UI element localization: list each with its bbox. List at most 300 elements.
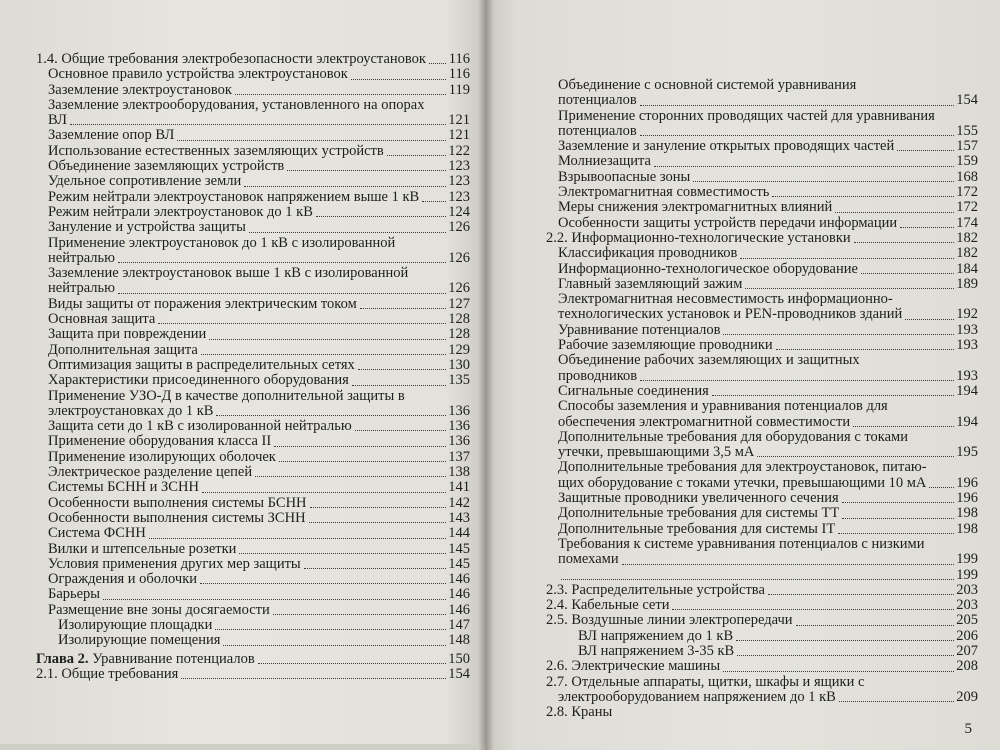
dot-leader xyxy=(768,594,954,595)
toc-entry xyxy=(546,246,978,261)
toc-entry-title: технологических установок и PEN-проводников зданий xyxy=(558,307,903,323)
dot-leader xyxy=(693,181,954,182)
dot-leader xyxy=(200,583,446,584)
toc-entry-title: помехами xyxy=(558,552,619,568)
toc-entry-page: 172 xyxy=(956,199,978,216)
toc-entry xyxy=(36,128,470,143)
toc-entry-title: Система ФСНН xyxy=(48,526,146,542)
toc-entry xyxy=(546,705,978,720)
toc-entry xyxy=(36,159,470,174)
toc-entry-page: 142 xyxy=(448,494,470,511)
toc-entry-page: 205 xyxy=(956,612,978,629)
dot-leader xyxy=(239,553,446,554)
dot-leader xyxy=(279,461,446,462)
toc-entry xyxy=(546,445,978,460)
toc-entry-title: 2.7. Отдельные аппараты, щитки, шкафы и ящики с xyxy=(546,674,865,690)
dot-leader xyxy=(835,212,954,213)
toc-entry-title: Электромагнитная совместимость xyxy=(558,185,770,201)
dot-leader xyxy=(640,105,954,106)
dot-leader xyxy=(672,609,954,610)
right-page xyxy=(486,0,1000,750)
toc-entry-title: Системы БСНН и ЗСНН xyxy=(48,480,199,496)
toc-entry-title: Ограждения и оболочки xyxy=(48,572,198,588)
toc-entry xyxy=(546,644,978,659)
toc-entry xyxy=(36,83,470,98)
toc-entry-title: электрооборудованием напряжением до 1 кВ xyxy=(558,689,836,705)
toc-entry-page: 136 xyxy=(448,433,470,450)
dot-leader xyxy=(309,522,446,523)
toc-entry-title: ВЛ напряжением 3-35 кВ xyxy=(578,643,735,659)
toc-entry-title: Молниезащита xyxy=(558,154,651,170)
dot-leader xyxy=(861,273,954,274)
toc-entry-title: Особенности защиты устройств передачи информации xyxy=(558,215,898,231)
toc-entry-page: 123 xyxy=(448,158,470,175)
toc-entry xyxy=(36,465,470,480)
toc-entry-page: 194 xyxy=(956,382,978,399)
toc-entry xyxy=(546,613,978,628)
toc-entry xyxy=(546,109,978,124)
toc-entry-page: 146 xyxy=(448,586,470,603)
toc-entry-page: 122 xyxy=(448,142,470,159)
toc-entry xyxy=(36,667,470,682)
toc-entry-title: Заземление электроустановок xyxy=(48,82,232,98)
dot-leader xyxy=(842,518,954,519)
toc-entry-title: 2.5. Воздушные линии электропередачи xyxy=(546,613,793,629)
toc-entry-title: Меры снижения электромагнитных влияний xyxy=(558,200,833,216)
toc-entry xyxy=(36,404,470,419)
dot-leader xyxy=(838,533,954,534)
toc-entry-page: 199 xyxy=(956,566,978,583)
toc-entry xyxy=(36,266,470,281)
toc-entry-title: Основное правило устройства электроустановок xyxy=(48,67,348,83)
toc-entry-title: Изолирующие площадки xyxy=(58,617,213,633)
toc-entry-title: Объединение заземляющих устройств xyxy=(48,159,285,175)
dot-leader xyxy=(235,94,446,95)
toc-entry xyxy=(546,369,978,384)
toc-entry xyxy=(36,174,470,189)
dot-leader xyxy=(640,380,954,381)
toc-entry-title: Заземление электрооборудования, установленного на опорах xyxy=(48,97,425,113)
dot-leader xyxy=(244,186,446,187)
toc-entry-title: Защита при повреждении xyxy=(48,327,207,343)
dot-leader xyxy=(316,216,446,217)
toc-entry-page: 143 xyxy=(448,509,470,526)
toc-entry-page: 141 xyxy=(448,479,470,496)
toc-entry xyxy=(546,522,978,537)
toc-entry-title: Дополнительные требования для системы TT xyxy=(558,506,840,522)
toc-entry-page: 130 xyxy=(448,356,470,373)
dot-leader xyxy=(622,564,954,565)
toc-entry xyxy=(546,583,978,598)
page-edge xyxy=(0,744,486,750)
toc-entry xyxy=(36,236,470,251)
toc-entry-page: 198 xyxy=(956,505,978,522)
toc-entry-page: 147 xyxy=(448,616,470,633)
dot-leader xyxy=(181,678,446,679)
toc-entry-page: 196 xyxy=(956,490,978,507)
toc-entry xyxy=(546,231,978,246)
toc-entry-title: Электрическое разделение цепей xyxy=(48,465,253,481)
toc-entry xyxy=(36,419,470,434)
toc-entry xyxy=(546,399,978,414)
dot-leader xyxy=(387,155,446,156)
toc-entry-page: 199 xyxy=(956,551,978,568)
dot-leader xyxy=(929,487,954,488)
toc-entry-title: обеспечения электромагнитной совместимости xyxy=(558,414,851,430)
toc-entry xyxy=(546,323,978,338)
dot-leader xyxy=(745,288,954,289)
toc-entry-title: Главный заземляющий зажим xyxy=(558,276,743,292)
toc-entry xyxy=(546,93,978,108)
toc-entry xyxy=(546,124,978,139)
toc-entry-title: Рабочие заземляющие проводники xyxy=(558,338,773,354)
toc-entry-page: 128 xyxy=(448,311,470,328)
left-page xyxy=(0,0,486,750)
toc-entry-page: 194 xyxy=(956,413,978,430)
dot-leader xyxy=(258,663,446,664)
toc-entry xyxy=(546,200,978,215)
dot-leader xyxy=(900,227,954,228)
toc-entry xyxy=(546,506,978,521)
toc-entry-title: Особенности выполнения системы БСНН xyxy=(48,495,307,511)
toc-entry xyxy=(36,434,470,449)
dot-leader xyxy=(360,308,446,309)
toc-entry-page: 116 xyxy=(448,66,470,83)
toc-entry-page: 159 xyxy=(956,153,978,170)
dot-leader xyxy=(723,671,954,672)
dot-leader xyxy=(255,476,446,477)
toc-entry xyxy=(36,67,470,82)
toc-entry-page: 154 xyxy=(448,665,470,682)
toc-entry-title: Зануление и устройства защиты xyxy=(48,220,246,236)
toc-entry-page: 193 xyxy=(956,337,978,354)
toc-entry-title: ВЛ напряжением до 1 кВ xyxy=(578,628,734,644)
toc-entry xyxy=(36,618,470,633)
toc-entry-title: Вилки и штепсельные розетки xyxy=(48,541,237,557)
toc-entry-page: 126 xyxy=(448,219,470,236)
toc-entry-page: 182 xyxy=(956,229,978,246)
toc-entry xyxy=(546,154,978,169)
toc-entry xyxy=(546,675,978,690)
toc-entry xyxy=(36,572,470,587)
toc-entry xyxy=(36,220,470,235)
toc-entry xyxy=(546,629,978,644)
dot-leader xyxy=(897,150,954,151)
toc-entry-page: 135 xyxy=(448,372,470,389)
toc-entry-title: Глава 2. Уравнивание потенциалов xyxy=(36,651,255,667)
dot-leader xyxy=(842,502,954,503)
toc-list-right xyxy=(546,78,978,720)
toc-entry xyxy=(36,480,470,495)
toc-entry xyxy=(546,384,978,399)
toc-entry-page: 154 xyxy=(956,92,978,109)
toc-entry-title: Требования к системе уравнивания потенциалов с низкими xyxy=(558,536,925,552)
toc-entry xyxy=(546,491,978,506)
toc-entry-title: Уравнивание потенциалов xyxy=(558,322,721,338)
toc-entry xyxy=(546,598,978,613)
toc-entry-page: 145 xyxy=(448,555,470,572)
toc-entry-title: Дополнительные требования для системы IT xyxy=(558,521,836,537)
toc-entry-title: Особенности выполнения системы ЗСНН xyxy=(48,510,306,526)
toc-entry xyxy=(36,327,470,342)
toc-entry-title: Применение электроустановок до 1 кВ с изолированной xyxy=(48,235,396,251)
toc-entry-title: Изолирующие помещения xyxy=(58,633,221,649)
toc-entry-page: 174 xyxy=(956,214,978,231)
toc-entry-page: 184 xyxy=(956,260,978,277)
toc-entry-title: Режим нейтрали электроустановок напряжением выше 1 кВ xyxy=(48,189,420,205)
dot-leader xyxy=(422,201,446,202)
toc-entry-page: 128 xyxy=(448,326,470,343)
toc-entry-page: 146 xyxy=(448,571,470,588)
toc-entry xyxy=(546,170,978,185)
toc-entry xyxy=(546,338,978,353)
toc-entry-title: Оптимизация защиты в распределительных сетях xyxy=(48,357,355,373)
toc-entry xyxy=(36,312,470,327)
toc-entry-page: 126 xyxy=(448,280,470,297)
toc-entry-title: нейтралью xyxy=(48,281,115,297)
toc-entry-page: 208 xyxy=(956,658,978,675)
toc-entry xyxy=(36,587,470,602)
toc-entry-title: Защита сети до 1 кВ с изолированной нейтралью xyxy=(48,419,352,435)
dot-leader xyxy=(287,170,446,171)
toc-entry-title: Использование естественных заземляющих устройств xyxy=(48,143,384,159)
toc-entry-title: щих оборудование с токами утечки, превышающими 10 мА xyxy=(558,475,927,491)
toc-entry-page: 168 xyxy=(956,168,978,185)
dot-leader xyxy=(740,258,954,259)
dot-leader xyxy=(273,614,446,615)
toc-entry-title: Удельное сопротивление земли xyxy=(48,174,242,190)
toc-entry xyxy=(36,251,470,266)
toc-entry-page: 172 xyxy=(956,184,978,201)
toc-entry-page: 196 xyxy=(956,474,978,491)
toc-entry-title: 2.6. Электрические машины xyxy=(546,659,721,675)
toc-entry-page: 203 xyxy=(956,581,978,598)
toc-entry xyxy=(36,603,470,618)
toc-entry-title: Взрывоопасные зоны xyxy=(558,169,691,185)
dot-leader xyxy=(723,334,954,335)
dot-leader xyxy=(351,79,446,80)
dot-leader xyxy=(158,323,446,324)
toc-entry-title: Сигнальные соединения xyxy=(558,383,709,399)
toc-entry xyxy=(36,358,470,373)
toc-entry xyxy=(546,415,978,430)
toc-entry-title: Дополнительные требования для электроустановок, питаю- xyxy=(558,460,927,476)
dot-leader xyxy=(757,456,954,457)
toc-entry-title: Защитные проводники увеличенного сечения xyxy=(558,491,839,507)
dot-leader xyxy=(561,579,954,580)
dot-leader xyxy=(118,293,446,294)
toc-entry xyxy=(36,297,470,312)
toc-entry-page: 124 xyxy=(448,203,470,220)
toc-entry xyxy=(36,557,470,572)
toc-entry xyxy=(36,633,470,648)
toc-entry-page: 145 xyxy=(448,540,470,557)
toc-entry-title: Электромагнитная несовместимость информационно- xyxy=(558,292,893,308)
dot-leader xyxy=(429,63,446,64)
toc-entry xyxy=(546,476,978,491)
toc-entry xyxy=(36,281,470,296)
dot-leader xyxy=(201,354,446,355)
toc-entry-title: Заземление электроустановок выше 1 кВ с изолированной xyxy=(48,266,409,282)
toc-entry xyxy=(36,526,470,541)
toc-entry-page: 146 xyxy=(448,601,470,618)
toc-entry xyxy=(546,307,978,322)
dot-leader xyxy=(274,446,446,447)
toc-entry xyxy=(546,690,978,705)
dot-leader xyxy=(216,415,446,416)
toc-entry-page: 195 xyxy=(956,444,978,461)
toc-entry-page: 121 xyxy=(448,127,470,144)
toc-entry xyxy=(36,52,470,67)
toc-entry-page: 203 xyxy=(956,597,978,614)
toc-entry-page: 150 xyxy=(448,650,470,667)
toc-entry-title: Дополнительная защита xyxy=(48,342,198,358)
toc-entry-page: 182 xyxy=(956,245,978,262)
toc-entry xyxy=(546,460,978,475)
toc-entry xyxy=(36,144,470,159)
toc-entry xyxy=(36,113,470,128)
toc-entry xyxy=(546,659,978,674)
toc-entry-title: утечки, превышающими 3,5 мА xyxy=(558,445,755,461)
dot-leader xyxy=(776,349,954,350)
toc-entry xyxy=(36,98,470,113)
toc-entry-title: Применение сторонних проводящих частей для уравнивания xyxy=(558,108,935,124)
toc-entry-title: Барьеры xyxy=(48,587,101,603)
toc-entry-title: электроустановках до 1 кВ xyxy=(48,403,214,419)
toc-entry-page: 138 xyxy=(448,464,470,481)
toc-entry-page: 189 xyxy=(956,275,978,292)
dot-leader xyxy=(736,640,954,641)
dot-leader xyxy=(355,430,446,431)
dot-leader xyxy=(796,625,955,626)
toc-entry xyxy=(36,450,470,465)
dot-leader xyxy=(118,262,446,263)
toc-entry-title: Режим нейтрали электроустановок до 1 кВ xyxy=(48,204,313,220)
toc-entry-page: 116 xyxy=(448,51,470,67)
toc-entry-page: 136 xyxy=(448,418,470,435)
dot-leader xyxy=(103,599,446,600)
toc-entry-title: 2.8. Краны xyxy=(546,705,613,721)
toc-entry-page: 207 xyxy=(956,642,978,659)
toc-entry-title: 2.3. Распределительные устройства xyxy=(546,582,765,598)
toc-entry xyxy=(36,652,470,667)
toc-entry-title: 2.1. Общие требования xyxy=(36,666,179,682)
dot-leader xyxy=(310,507,446,508)
toc-entry xyxy=(546,568,978,583)
toc-entry xyxy=(36,190,470,205)
toc-entry xyxy=(546,353,978,368)
toc-list-left xyxy=(36,52,470,682)
toc-entry-page: 127 xyxy=(448,295,470,312)
toc-entry xyxy=(546,552,978,567)
dot-leader xyxy=(202,492,446,493)
toc-entry-page: 121 xyxy=(448,112,470,129)
dot-leader xyxy=(654,166,954,167)
toc-entry-title: Применение оборудования класса II xyxy=(48,434,272,450)
dot-leader xyxy=(223,645,446,646)
toc-entry xyxy=(546,216,978,231)
toc-entry-page: 123 xyxy=(448,188,470,205)
toc-entry-title: Основная защита xyxy=(48,312,156,328)
toc-entry-page: 155 xyxy=(956,122,978,139)
toc-entry-title: 2.4. Кабельные сети xyxy=(546,598,670,614)
toc-entry-page: 209 xyxy=(956,688,978,705)
toc-entry-title: Характеристики присоединенного оборудования xyxy=(48,373,349,389)
dot-leader xyxy=(853,426,954,427)
toc-entry-title: Объединение рабочих заземляющих и защитных xyxy=(558,353,860,369)
toc-entry-title: Виды защиты от поражения электрическим током xyxy=(48,296,357,312)
toc-entry xyxy=(546,277,978,292)
dot-leader xyxy=(737,655,954,656)
toc-entry xyxy=(36,511,470,526)
dot-leader xyxy=(215,629,446,630)
toc-entry-title: Дополнительные требования для оборудования с токами xyxy=(558,429,908,445)
toc-entry-title: Способы заземления и уравнивания потенциалов для xyxy=(558,399,888,415)
dot-leader xyxy=(70,124,446,125)
dot-leader xyxy=(854,242,954,243)
toc-entry-page: 137 xyxy=(448,448,470,465)
toc-entry-title: Информационно-технологическое оборудование xyxy=(558,261,858,277)
toc-entry xyxy=(546,139,978,154)
toc-entry-page: 193 xyxy=(956,321,978,338)
toc-entry-title: ВЛ xyxy=(48,113,67,129)
toc-entry-title: 2.2. Информационно-технологические установки xyxy=(546,230,851,246)
toc-entry-title: Размещение вне зоны досягаемости xyxy=(48,602,270,618)
toc-entry-title: Применение УЗО-Д в качестве дополнительной защиты в xyxy=(48,388,405,404)
toc-entry-page: 123 xyxy=(448,173,470,190)
toc-entry xyxy=(546,430,978,445)
toc-entry-title: Заземление опор ВЛ xyxy=(48,128,175,144)
toc-entry-page: 129 xyxy=(448,341,470,358)
toc-entry-page: 148 xyxy=(448,632,470,649)
toc-entry-title: 1.4. Общие требования электробезопасности электроустановок xyxy=(36,52,426,67)
dot-leader xyxy=(209,339,446,340)
toc-entry-title: Классификация проводников xyxy=(558,246,738,262)
toc-entry xyxy=(36,205,470,220)
toc-entry-page: 206 xyxy=(956,627,978,644)
toc-entry-title: Заземление и зануление открытых проводящих частей xyxy=(558,139,895,155)
book-gutter xyxy=(478,0,494,750)
toc-entry xyxy=(36,373,470,388)
toc-entry-page: 198 xyxy=(956,520,978,537)
dot-leader xyxy=(640,135,954,136)
dot-leader xyxy=(249,232,446,233)
toc-entry xyxy=(546,537,978,552)
toc-entry xyxy=(546,185,978,200)
toc-entry-page: 126 xyxy=(448,249,470,266)
toc-entry-title: потенциалов xyxy=(558,123,637,139)
toc-entry-page: 157 xyxy=(956,138,978,155)
toc-entry-page: 136 xyxy=(448,402,470,419)
toc-entry-page: 193 xyxy=(956,367,978,384)
toc-entry xyxy=(546,262,978,277)
toc-entry-title: проводников xyxy=(558,368,638,384)
dot-leader xyxy=(905,319,954,320)
dot-leader xyxy=(177,140,446,141)
dot-leader xyxy=(352,385,446,386)
toc-entry-page: 119 xyxy=(448,81,470,98)
toc-entry-title: Объединение с основной системой уравнивания xyxy=(558,78,857,93)
dot-leader xyxy=(149,538,446,539)
toc-entry xyxy=(546,292,978,307)
toc-entry-title: потенциалов xyxy=(558,93,637,109)
toc-entry-title: нейтралью xyxy=(48,250,115,266)
toc-entry xyxy=(36,542,470,557)
toc-entry xyxy=(36,343,470,358)
dot-leader xyxy=(358,369,446,370)
toc-entry xyxy=(546,78,978,93)
toc-entry-title: Условия применения других мер защиты xyxy=(48,556,301,572)
